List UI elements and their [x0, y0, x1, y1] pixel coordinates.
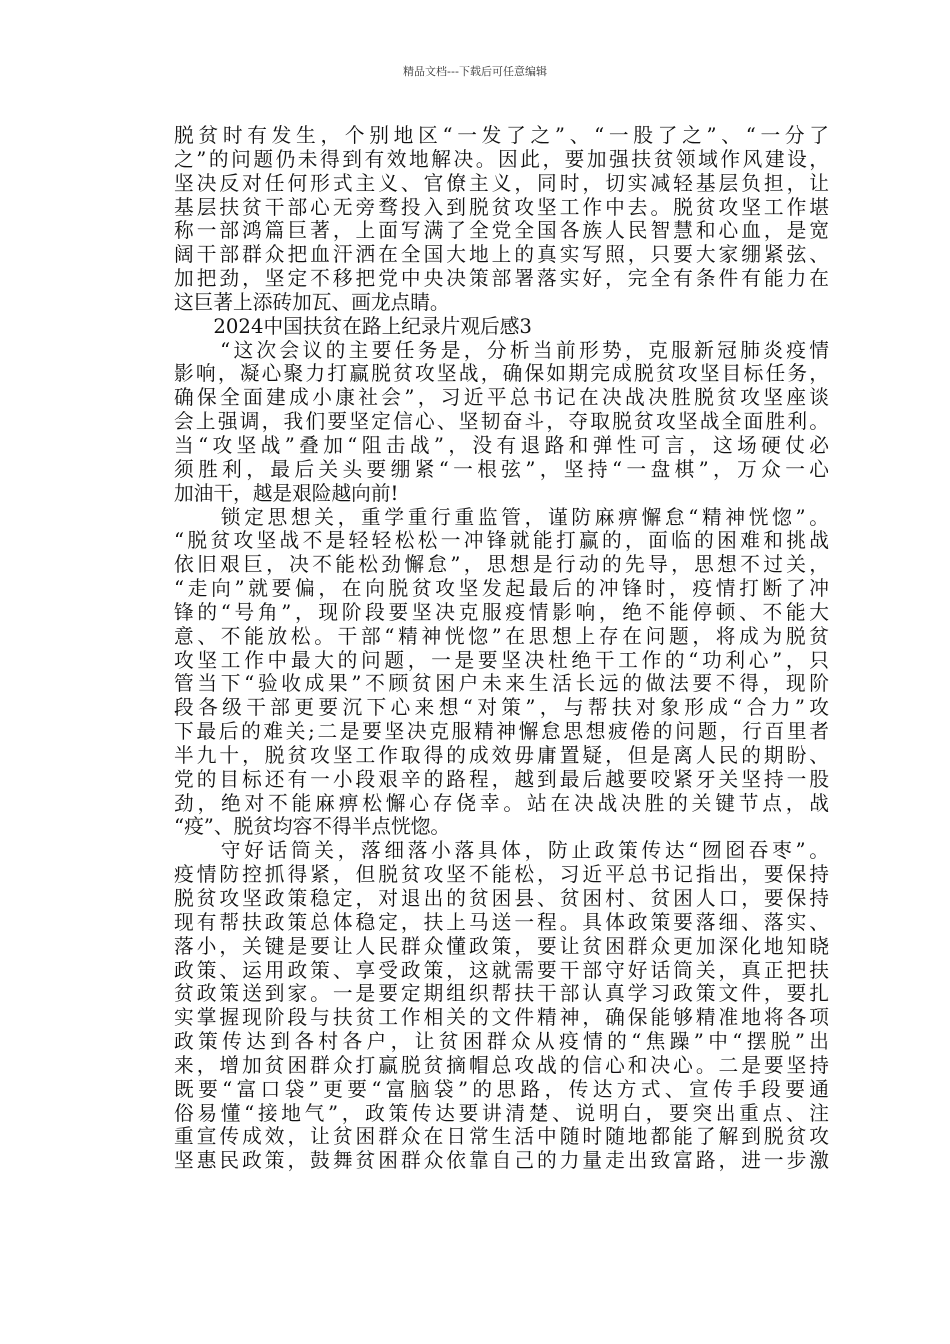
- text-line: 锁定思想关，重学重行重监管，谨防麻痹懈怠“精神恍惚”。: [174, 505, 829, 529]
- text-line: 2024中国扶贫在路上纪录片观后感3: [174, 314, 532, 338]
- text-line: “疫”、脱贫均容不得半点恍惚。: [174, 815, 451, 839]
- text-line: 脱贫时有发生，个别地区“一发了之”、“一股了之”、“一分了: [174, 124, 829, 147]
- text-line: 加油干，越是艰险越向前!: [174, 481, 399, 505]
- text-line: 基层扶贫干部心无旁骛投入到脱贫攻坚工作中去。脱贫攻坚工作堪: [174, 195, 829, 219]
- text-line: 意、不能放松。干部“精神恍惚”在思想上存在问题，将成为脱贫: [174, 624, 829, 648]
- text-line: “这次会议的主要任务是，分析当前形势，克服新冠肺炎疫情: [174, 338, 829, 362]
- text-line: 影响，凝心聚力打赢脱贫攻坚战，确保如期完成脱贫攻坚目标任务，: [174, 362, 829, 386]
- text-line: 劲，绝对不能麻痹松懈心存侥幸。站在决战决胜的关键节点，战: [174, 791, 829, 815]
- text-line: 政策传达到各村各户，让贫困群众从疫情的“焦躁”中“摆脱”出: [174, 1030, 829, 1054]
- text-line: 脱贫攻坚政策稳定，对退出的贫困县、贫困村、贫困人口，要保持: [174, 887, 829, 910]
- text-line: 贫政策送到家。一是要定期组织帮扶干部认真学习政策文件，要扎: [174, 982, 829, 1006]
- text-line: 称一部鸿篇巨著，上面写满了全党全国各族人民智慧和心血，是宽: [174, 219, 829, 243]
- text-line: 落小，关键是要让人民群众懂政策，要让贫困群众更加深化地知晓: [174, 934, 829, 958]
- text-line: 来，增加贫困群众打赢脱贫摘帽总攻战的信心和决心。二是要坚持: [174, 1053, 829, 1077]
- text-line: 依旧艰巨，决不能松劲懈怠”，思想是行动的先导，思想不过关，: [174, 553, 829, 577]
- text-line: “脱贫攻坚战不是轻轻松松一冲锋就能打赢的，面临的困难和挑战: [174, 529, 829, 553]
- text-line: 半九十，脱贫攻坚工作取得的成效毋庸置疑，但是离人民的期盼、: [174, 743, 829, 767]
- text-line: “走向”就要偏，在向脱贫攻坚发起最后的冲锋时，疫情打断了冲: [174, 577, 829, 601]
- page-header: 精品文档---下载后可任意编辑: [403, 65, 547, 78]
- text-line: 锋的“号角”，现阶段要坚决克服疫情影响，绝不能停顿、不能大: [174, 600, 829, 624]
- text-line: 须胜利，最后关头要绷紧“一根弦”，坚持“一盘棋”，万众一心: [174, 457, 829, 481]
- text-line: 加把劲，坚定不移把党中央决策部署落实好，完全有条件有能力在: [174, 267, 829, 291]
- text-line: 重宣传成效，让贫困群众在日常生活中随时随地都能了解到脱贫攻: [174, 1125, 829, 1149]
- text-line: 政策、运用政策、享受政策，这就需要干部守好话筒关，真正把扶: [174, 958, 829, 982]
- text-line: 会上强调，我们要坚定信心、坚韧奋斗，夺取脱贫攻坚战全面胜利。: [174, 410, 829, 434]
- text-line: 确保全面建成小康社会”，习近平总书记在决战决胜脱贫攻坚座谈: [174, 386, 829, 410]
- text-line: 攻坚工作中最大的问题，一是要坚决杜绝干工作的“功利心”，只: [174, 648, 829, 672]
- text-line: 阔干部群众把血汗洒在全国大地上的真实写照，只要大家绷紧弦、: [174, 243, 829, 267]
- text-line: 之”的问题仍未得到有效地解决。因此，要加强扶贫领域作风建设，: [174, 147, 829, 171]
- text-line: 疫情防控抓得紧，但脱贫攻坚不能松，习近平总书记指出，要保持: [174, 863, 829, 887]
- text-line: 这巨著上添砖加瓦、画龙点睛。: [174, 290, 450, 314]
- text-line: 现有帮扶政策总体稳定，扶上马送一程。具体政策要落细、落实、: [174, 910, 829, 934]
- text-line: 段各级干部更要沉下心来想“对策”，与帮扶对象形成“合力”攻: [174, 696, 829, 720]
- text-line: 管当下“验收成果”不顾贫困户未来生活长远的做法要不得，现阶: [174, 672, 829, 696]
- document-body: [174, 124, 829, 1173]
- text-line: 守好话筒关，落细落小落具体，防止政策传达“囫囵吞枣”。: [174, 839, 829, 863]
- text-line: 实掌握现阶段与扶贫工作相关的文件精神，确保能够精准地将各项: [174, 1006, 829, 1030]
- text-line: 当“攻坚战”叠加“阻击战”，没有退路和弹性可言，这场硬仗必: [174, 433, 829, 457]
- text-line: 俗易懂“接地气”，政策传达要讲清楚、说明白，要突出重点、注: [174, 1101, 829, 1125]
- text-line: 坚决反对任何形式主义、官僚主义，同时，切实减轻基层负担，让: [174, 171, 829, 195]
- text-line: 下最后的难关;二是要坚决克服精神懈怠思想疲倦的问题，行百里者: [174, 720, 829, 744]
- text-line: 党的目标还有一小段艰辛的路程，越到最后越要咬紧牙关坚持一股: [174, 767, 829, 791]
- text-line: 既要“富口袋”更要“富脑袋”的思路，传达方式、宣传手段要通: [174, 1077, 829, 1101]
- text-line: 坚惠民政策，鼓舞贫困群众依靠自己的力量走出致富路，进一步激: [174, 1149, 829, 1173]
